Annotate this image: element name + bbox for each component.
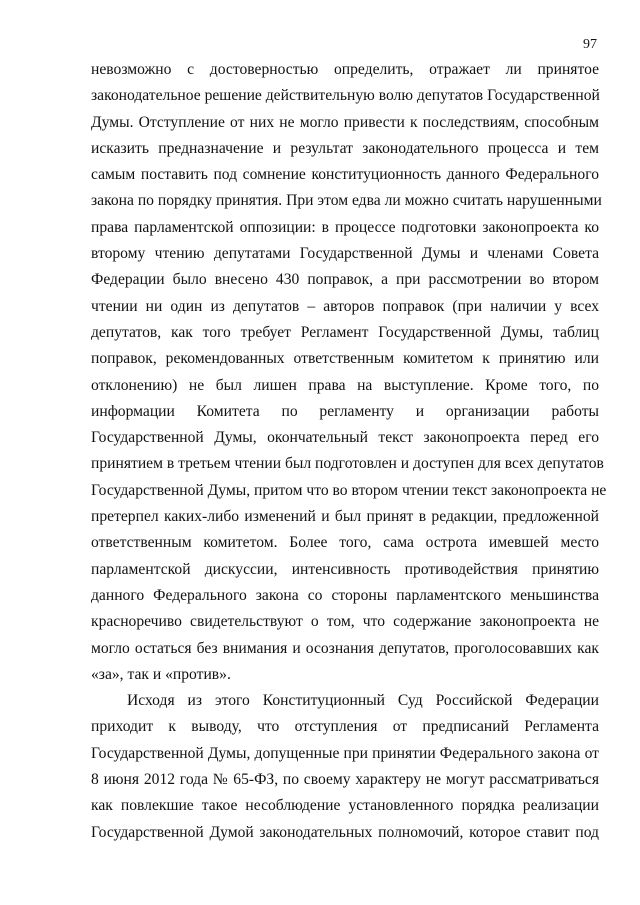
text-line: данного Федерального закона со стороны парламентского меньшинства	[91, 586, 599, 604]
text-line: отклонению) не был лишен права на выступление. Кроме того, по	[91, 376, 599, 394]
text-line: права парламентской оппозиции: в процессе подготовки законопроекта ко	[91, 218, 599, 236]
text-line: ответственным комитетом. Более того, сама острота имевшей место	[91, 534, 599, 552]
text-line: невозможно с достоверностью определить, отражает ли принятое	[91, 61, 599, 78]
text-line: Государственной Думы, допущенные при принятии Федерального закона от	[91, 744, 599, 762]
paragraph-end-line: «за», так и «против».	[91, 665, 231, 683]
text-line: Государственной Думы, окончательный текст законопроекта перед его	[91, 429, 599, 447]
text-line: как повлекшие такое несоблюдение установленного порядка реализации	[91, 797, 599, 815]
text-line: информации Комитета по регламенту и организации работы	[91, 402, 599, 420]
page-number: 97	[583, 37, 597, 52]
text-line: могло остаться без внимания и осознания депутатов, проголосовавших как	[91, 639, 599, 657]
text-line: принятием в третьем чтении был подготовлен и доступен для всех депутатов	[91, 455, 604, 473]
paragraph-first-line: Исходя из этого Конституционный Суд Российской Федерации	[127, 692, 599, 710]
text-line: Государственной Думы, притом что во втором чтении текст законопроекта не	[91, 481, 607, 499]
text-line: исказить предназначение и результат законодательного процесса и тем	[91, 139, 599, 157]
text-line: приходит к выводу, что отступления от предписаний Регламента	[91, 718, 599, 736]
text-line: самым поставить под сомнение конституционность данного Федерального	[91, 166, 599, 184]
text-line: второму чтению депутатами Государственной Думы и членами Совета	[91, 245, 599, 263]
text-line: чтении ни один из депутатов – авторов поправок (при наличии у всех	[91, 297, 599, 315]
text-line: Думы. Отступление от них не могло привести к последствиям, способным	[91, 113, 599, 131]
text-line: поправок, рекомендованных ответственным комитетом к принятию или	[91, 350, 599, 368]
body-text	[91, 57, 607, 846]
text-line: парламентской дискуссии, интенсивность противодействия принятию	[91, 560, 599, 578]
text-line: депутатов, как того требует Регламент Государственной Думы, таблиц	[91, 323, 599, 341]
text-line: Государственной Думой законодательных полномочий, которое ставит под	[91, 823, 599, 841]
text-line: Федерации было внесено 430 поправок, а при рассмотрении во втором	[91, 271, 599, 289]
text-line: закона по порядку принятия. При этом едва ли можно считать нарушенными	[91, 192, 602, 210]
text-line: красноречиво свидетельствуют о том, что содержание законопроекта не	[91, 613, 599, 631]
text-line: законодательное решение действительную волю депутатов Государственной	[91, 87, 600, 105]
text-line: претерпел каких-либо изменений и был принят в редакции, предложенной	[91, 508, 599, 526]
text-line: 8 июня 2012 года № 65-ФЗ, по своему характеру не могут рассматриваться	[91, 771, 599, 789]
